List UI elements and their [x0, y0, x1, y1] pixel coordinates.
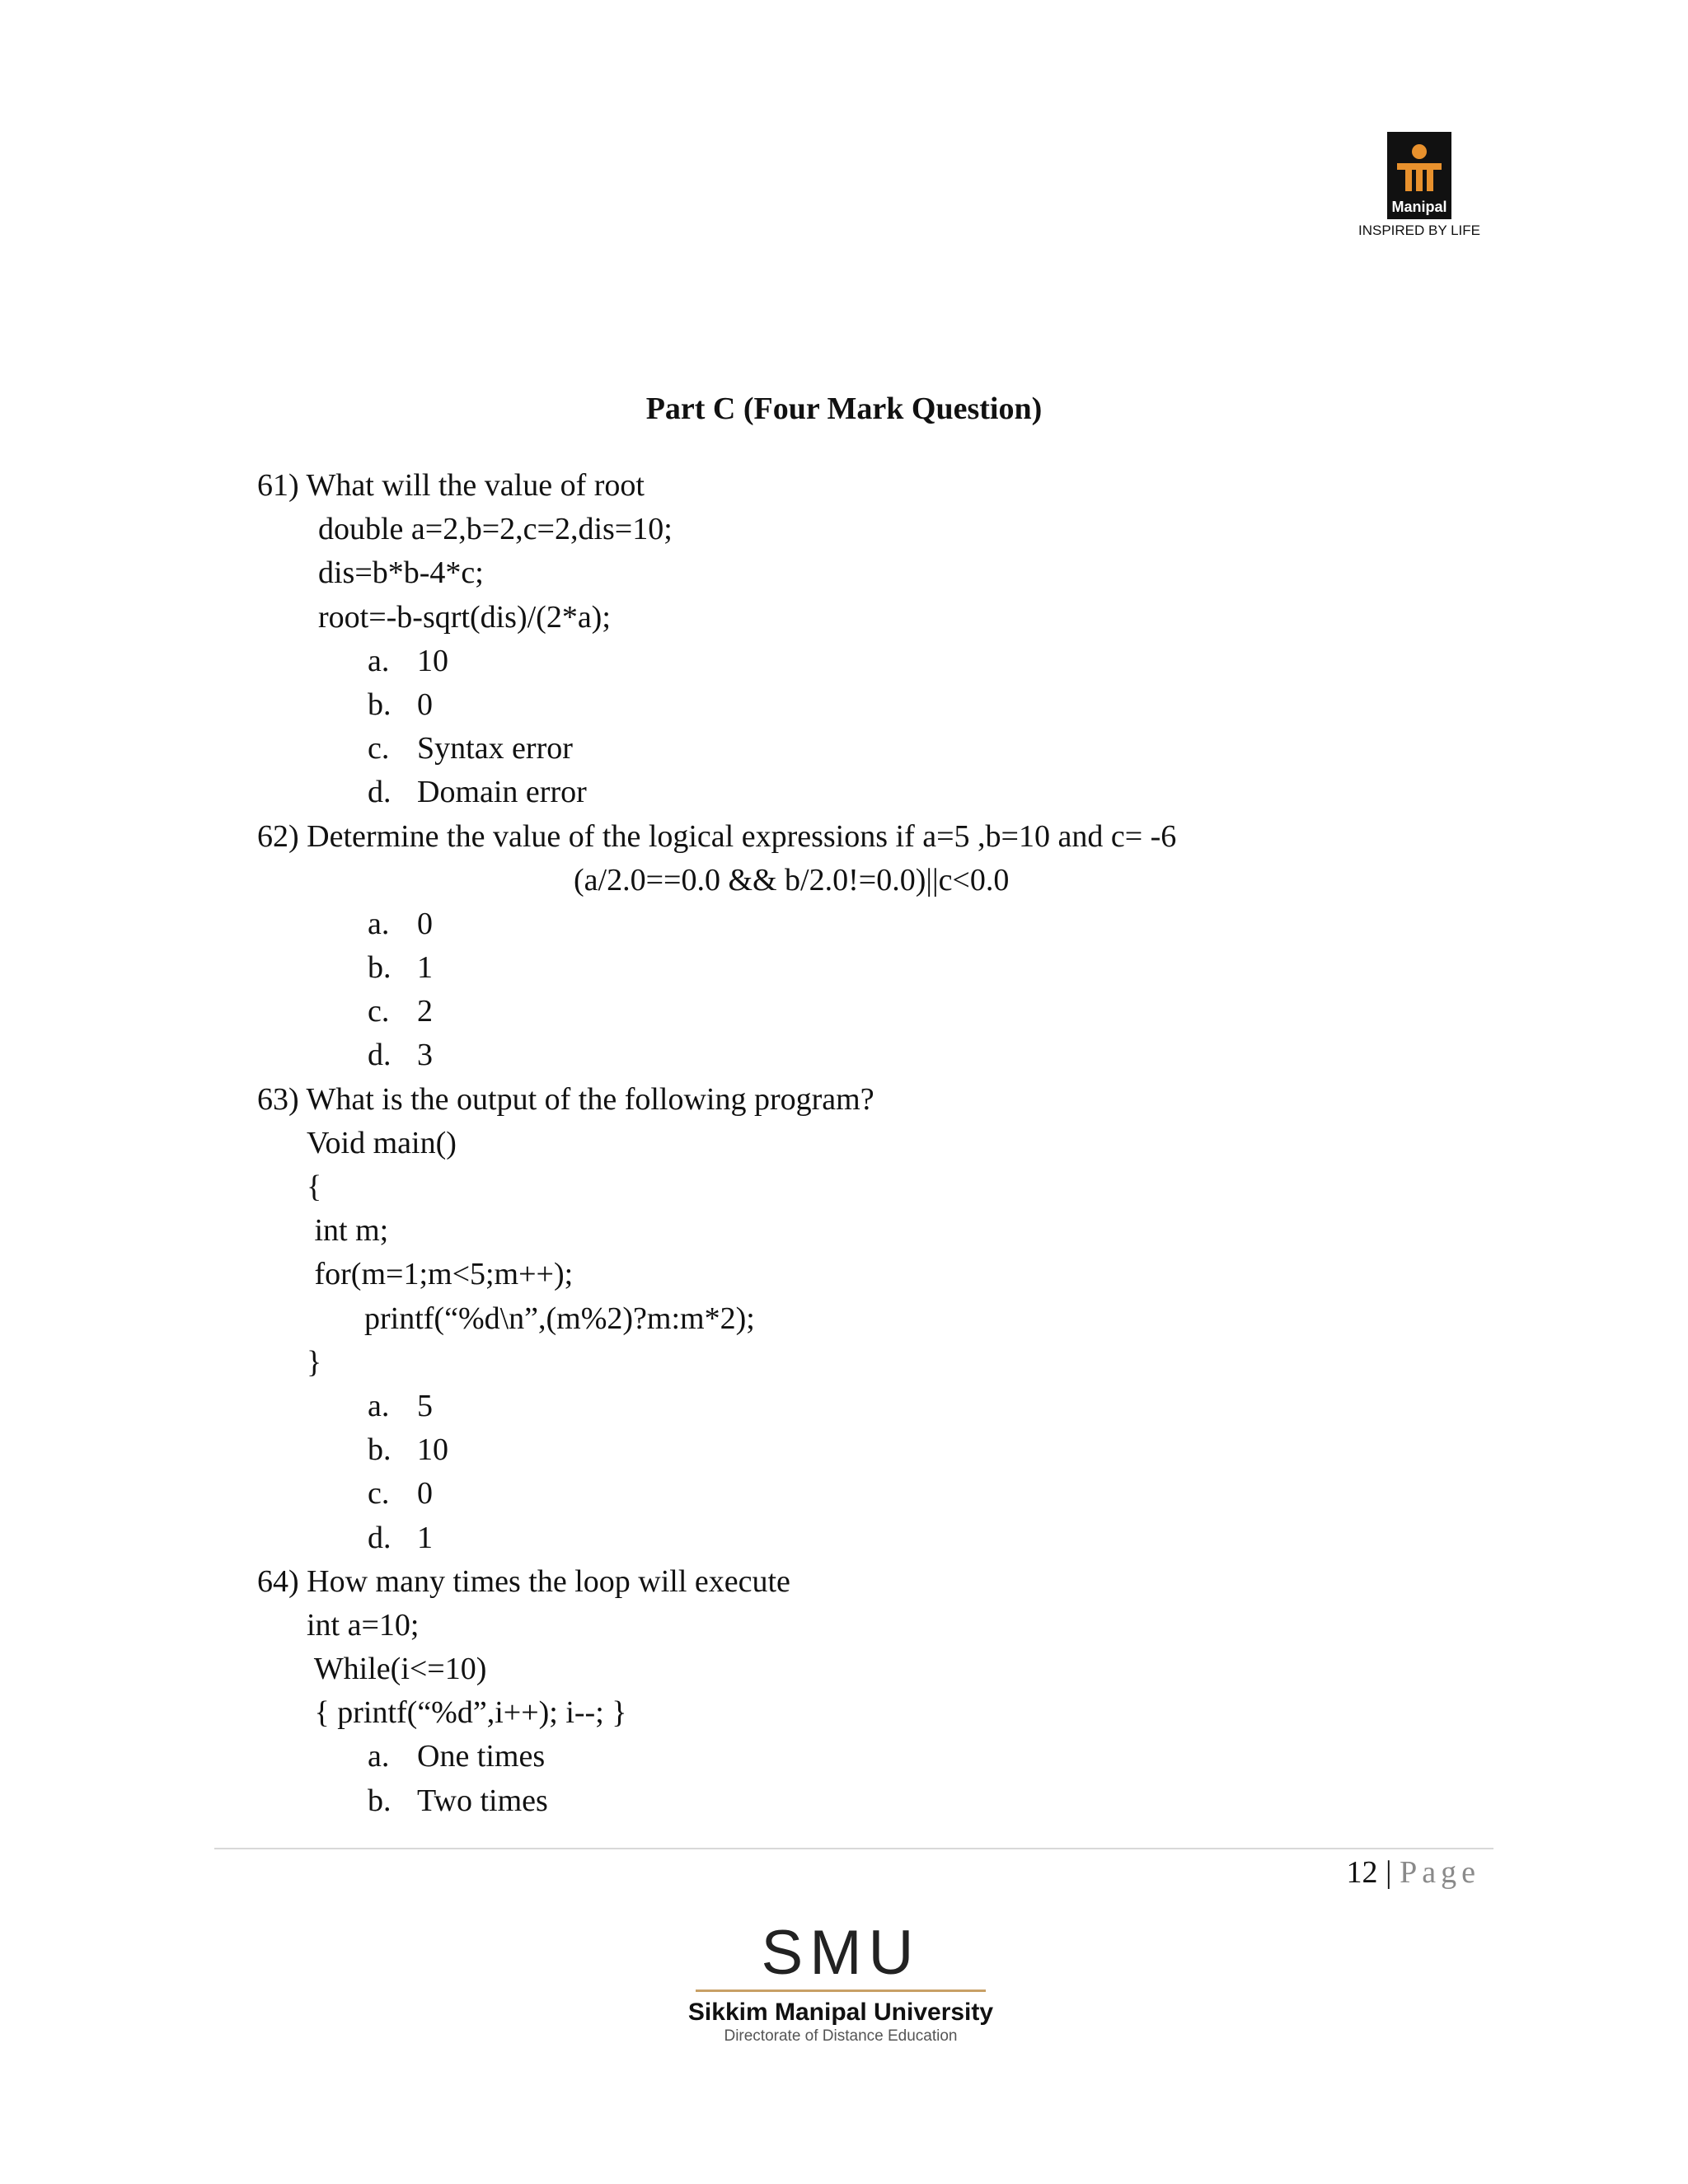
question-64-code-line: While(i<=10) — [307, 1652, 487, 1687]
question-61-code-line: root=-b-sqrt(dis)/(2*a); — [318, 599, 611, 635]
question-61-option — [257, 683, 1461, 727]
question-62-option — [257, 902, 1461, 946]
section-title: Part C (Four Mark Question) — [645, 391, 1043, 426]
option-text: 0 — [417, 906, 433, 941]
option-letter: b. — [368, 950, 392, 986]
question-63-code-line: { — [307, 1169, 322, 1204]
option-text: 10 — [417, 643, 448, 678]
question-62-option — [257, 1033, 1461, 1077]
question-62-stem: 62) Determine the value of the logical expressions if a=5 ,b=10 and c= -6 — [257, 818, 1177, 854]
question-63-code-line: } — [307, 1344, 322, 1380]
question-63-code-line: printf(“%d\n”,(m%2)?m:m*2); — [364, 1301, 755, 1336]
question-63-code-line: Void main() — [307, 1125, 457, 1160]
option-letter: c. — [368, 1476, 390, 1511]
option-letter: b. — [368, 1432, 392, 1468]
question-61-option — [257, 640, 1461, 683]
question-64-code-line: int a=10; — [307, 1607, 420, 1643]
smu-logo — [676, 1920, 1006, 2046]
option-text: Domain error — [417, 775, 587, 810]
option-text: Syntax error — [417, 731, 573, 766]
option-text: 3 — [417, 1038, 433, 1073]
option-text: 5 — [417, 1388, 433, 1423]
option-letter: d. — [368, 1520, 392, 1555]
option-letter: d. — [368, 775, 392, 810]
directorate-name: Directorate of Distance Education — [724, 2027, 958, 2045]
option-letter: c. — [368, 731, 390, 766]
question-63-option — [257, 1428, 1461, 1472]
question-list — [257, 464, 1461, 1823]
smu-logo-rule — [696, 1990, 986, 1992]
manipal-logo — [1350, 132, 1489, 239]
question-62-option — [257, 990, 1461, 1033]
option-letter: c. — [368, 994, 390, 1029]
question-63-option — [257, 1516, 1461, 1560]
question-63-option — [257, 1472, 1461, 1516]
footer-divider — [214, 1848, 1493, 1849]
question-62-option — [257, 946, 1461, 990]
question-64-stem: 64) How many times the loop will execute — [257, 1563, 790, 1599]
page-number-separator: | — [1386, 1855, 1392, 1890]
question-61-option — [257, 771, 1461, 814]
question-61-code-line: dis=b*b-4*c; — [318, 555, 484, 591]
question-61-stem: 61) What will the value of root — [257, 468, 645, 503]
option-text: 1 — [417, 1520, 433, 1555]
smu-wordmark: SMU — [761, 1918, 921, 1988]
option-text: Two times — [417, 1783, 548, 1818]
option-text: 0 — [417, 687, 433, 722]
option-letter: a. — [368, 1739, 390, 1774]
question-62-expression: (a/2.0==0.0 && b/2.0!=0.0)||c<0.0 — [574, 862, 1010, 898]
option-letter: a. — [368, 643, 390, 678]
option-letter: a. — [368, 906, 390, 941]
manipal-logo-word: Manipal — [1391, 199, 1447, 215]
question-61-option — [257, 727, 1461, 771]
question-63-code-line: int m; — [307, 1213, 389, 1249]
question-61-code-line: double a=2,b=2,c=2,dis=10; — [318, 512, 673, 547]
page-number-value: 12 — [1346, 1855, 1378, 1890]
question-63-stem: 63) What is the output of the following program? — [257, 1081, 874, 1117]
option-text: One times — [417, 1739, 546, 1774]
question-63-code-line: for(m=1;m<5;m++); — [307, 1257, 574, 1292]
question-64-option — [257, 1779, 1461, 1823]
option-letter: d. — [368, 1038, 392, 1073]
option-text: 0 — [417, 1476, 433, 1511]
option-letter: b. — [368, 1783, 392, 1818]
question-64-code-line: { printf(“%d”,i++); i--; } — [307, 1695, 627, 1731]
page-word: Page — [1400, 1855, 1480, 1890]
university-name: Sikkim Manipal University — [687, 1999, 994, 2026]
option-letter: a. — [368, 1388, 390, 1423]
manipal-logo-mark — [1387, 132, 1451, 219]
question-63-option — [257, 1385, 1461, 1428]
option-text: 2 — [417, 994, 433, 1029]
logo-tagline: INSPIRED BY LIFE — [1357, 223, 1480, 238]
page-number — [1347, 1849, 1480, 1896]
option-text: 1 — [417, 950, 433, 986]
option-letter: b. — [368, 687, 392, 722]
option-text: 10 — [417, 1432, 448, 1468]
question-64-option — [257, 1735, 1461, 1779]
